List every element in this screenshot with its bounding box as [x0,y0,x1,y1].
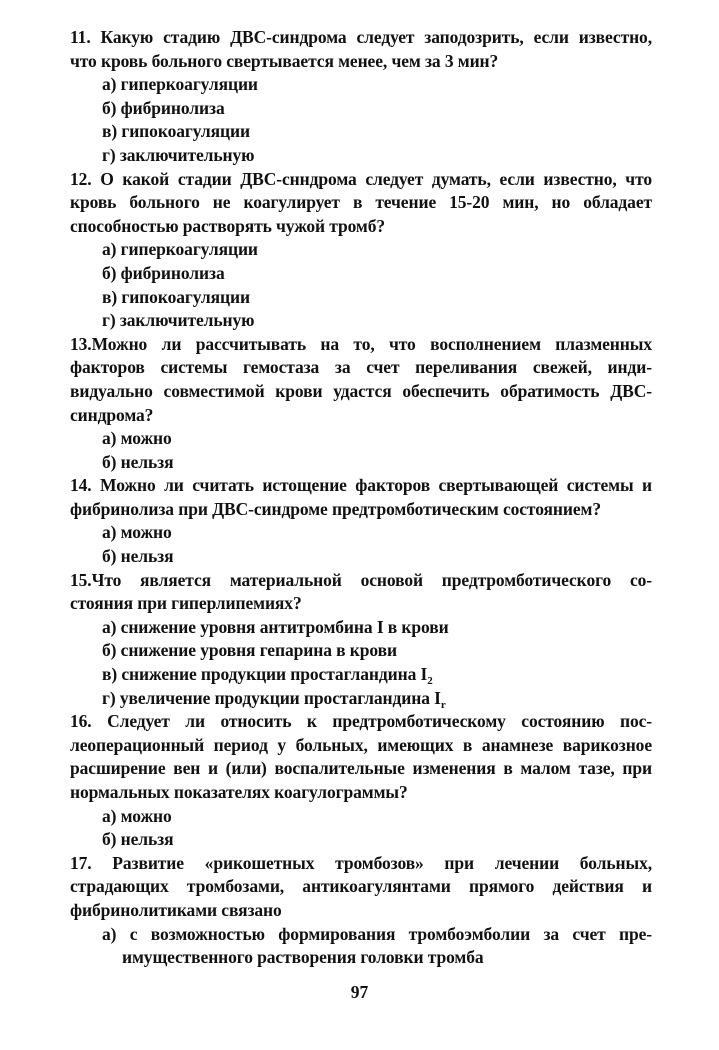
question-14-option-a: а) можно [102,522,172,543]
question-17-line-3: фибринолитиками связано [70,899,282,920]
question-14-option-b: б) нельзя [102,546,174,567]
question-12-line-1: 12. О какой стадии ДВС-снндрома следует думать, если известно, что [70,168,652,189]
question-15-line-2: стояния при гиперлипемиях? [70,593,302,614]
question-15-option-d-text: г) увеличение продукции простагландина I [102,687,441,708]
question-11-line-2: что кровь больного свертывается менее, чем за 3 мин? [70,50,499,71]
question-11-option-b: б) фибринолиза [102,97,225,118]
question-12-option-b: б) фибринолиза [102,262,225,283]
question-16-line-1: 16. Следует ли относить к предтромботическому состоянию пос- [70,711,652,732]
question-13-option-a: а) можно [102,428,172,449]
question-15-option-d [70,687,652,711]
question-13-line-1: 13.Можно ли рассчитывать на то, что восполнением плазменных [70,333,652,354]
page-number: 97 [350,982,369,1002]
question-11-option-c: в) гипокоагуляции [102,121,250,142]
question-17-line-1: 17. Развитие «рикошетных тромбозов» при лечении больных, [70,852,652,873]
question-17-option-a-line-2: имущественного растворения головки тромба [122,947,484,968]
question-12-option-a: а) гиперкоагуляции [102,239,258,260]
question-16-option-b: б) нельзя [102,829,174,850]
question-14-line-1: 14. Можно ли считать истощение факторов свертывающей системы и [70,475,652,496]
page-text [70,26,652,970]
question-11-option-d: г) заключительную [102,144,255,165]
question-13-line-3: видуально совместимой крови удастся обеспечить обратимость ДВС- [70,380,652,401]
question-12-option-c: в) гипокоагуляции [102,286,250,307]
question-11-option-a: а) гиперкоагуляции [102,74,258,95]
question-12-option-d: г) заключительную [102,310,255,331]
question-12-line-3: способностью растворять чужой тромб? [70,215,386,236]
question-15-option-b: б) снижение уровня гепарина в крови [102,640,397,661]
question-16-line-4: нормальных показателях коагулограммы? [70,782,408,802]
question-16-option-a: а) можно [102,805,172,826]
question-17-line-2: страдающих тромбозами, антикоагулянтами прямого действия и [70,876,652,897]
question-15-option-c-text: в) снижение продукции простагландина I [102,664,428,685]
question-16-line-2: леоперационный период у больных, имеющих в анамнезе варикозное [70,734,652,755]
question-13-line-2: факторов системы гемостаза за счет переливания свежей, инди- [70,357,652,378]
question-17-option-a-line-1: а) с возможностью формирования тромбоэмболии за счет пре- [102,923,652,944]
question-16-line-3: расширение вен и (или) воспалительные изменения в малом тазе, при [70,758,652,779]
question-15-option-d-subscript: r [440,698,446,711]
question-13-option-b: б) нельзя [102,451,174,472]
question-14-line-2: фибринолиза при ДВС-синдроме предтромботическим состоянием? [70,498,601,519]
question-15-option-c-subscript: 2 [427,675,433,688]
question-15-option-a: а) снижение уровня антитромбина I в крови [102,616,449,637]
question-15-option-c [70,663,652,687]
question-12-line-2: кровь больного не коагулирует в течение 15-20 мин, но обладает [70,192,652,213]
question-11-line-1: 11. Какую стадию ДВС-синдрома следует заподозрить, если известно, [70,27,652,47]
question-15-line-1: 15.Что является материальной основой предтромботического со- [70,569,652,590]
question-13-line-4: синдрома? [70,404,154,425]
